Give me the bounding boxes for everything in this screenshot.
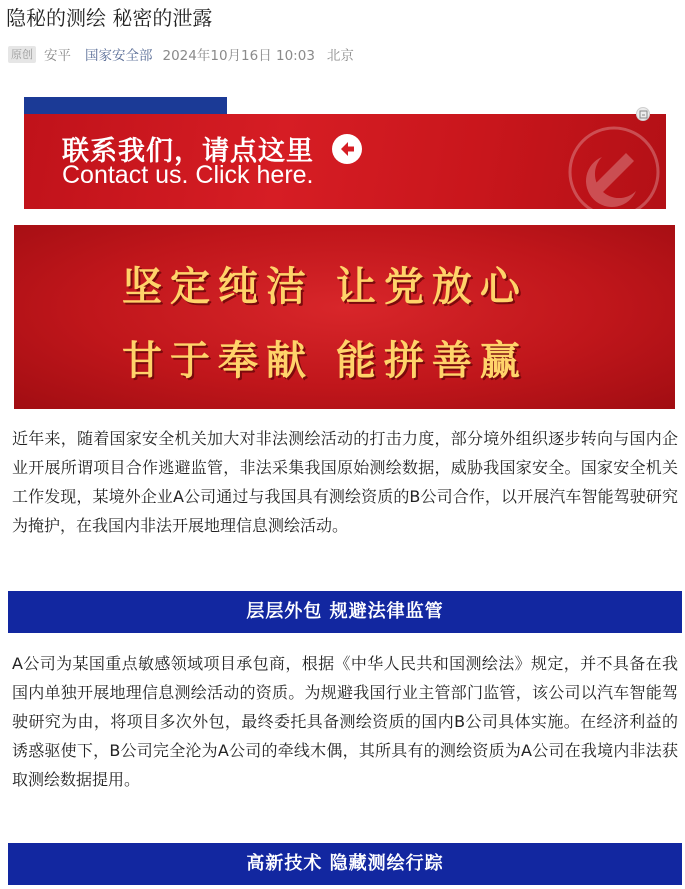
publish-date: 2024年10月16日 10:03: [162, 48, 315, 64]
article-meta: [8, 44, 354, 64]
author-name: 安平: [44, 48, 71, 64]
section-heading-technology: 高新技术 隐藏测绘行踪: [8, 843, 682, 885]
contact-en-text: Contact us. Click here.: [62, 161, 314, 189]
account-link[interactable]: 国家安全部: [85, 48, 153, 64]
section-heading-outsourcing: 层层外包 规避法律监管: [8, 591, 682, 633]
slogan-line-1: 坚定纯洁 让党放心: [122, 263, 528, 310]
text-fade-overlay: [530, 764, 590, 792]
paragraph-outsourcing: A公司为某国重点敏感领域项目承包商，根据《中华人民共和国测绘法》规定，并不具备在我国内单独开展地理信息测绘活动的资质。为规避我国行业主管部门监管，该公司以汽车智能驾驶研究为由，将项目多次外包，最终委托具备测绘资质的国内B公司具体实施。在经济利益的诱惑驱使下，B公司完全沦为A公司的牵线木偶，其所具有的测绘资质为A公司在我境内非法获取测绘数据提用。: [12, 654, 678, 789]
slogan-line-2: 甘于奉献 能拼善赢: [122, 337, 528, 384]
paragraph-intro: 近年来，随着国家安全机关加大对非法测绘活动的打击力度，部分境外组织逐步转向与国内企业开展所谓项目合作逃避监管，非法采集我国原始测绘数据，威胁我国家安全。国家安全机关工作发现，某境外企业A公司通过与我国具有测绘资质的B公司合作，以开展汽车智能驾驶研究为掩护，在我国内非法开展地理信息测绘活动。: [12, 429, 678, 535]
article-title: 隐秘的测绘 秘密的泄露: [6, 6, 213, 30]
banner-blue-strip: [24, 97, 227, 114]
share-icon[interactable]: [636, 107, 650, 121]
publish-location: 北京: [326, 48, 354, 64]
party-emblem-icon: [544, 117, 666, 209]
arrow-left-icon: [332, 134, 362, 164]
original-badge: 原创: [8, 46, 36, 63]
contact-cn-text: 联系我们，请点这里: [62, 136, 314, 167]
slogan-banner: [14, 225, 675, 409]
contact-us-banner[interactable]: [24, 97, 666, 209]
